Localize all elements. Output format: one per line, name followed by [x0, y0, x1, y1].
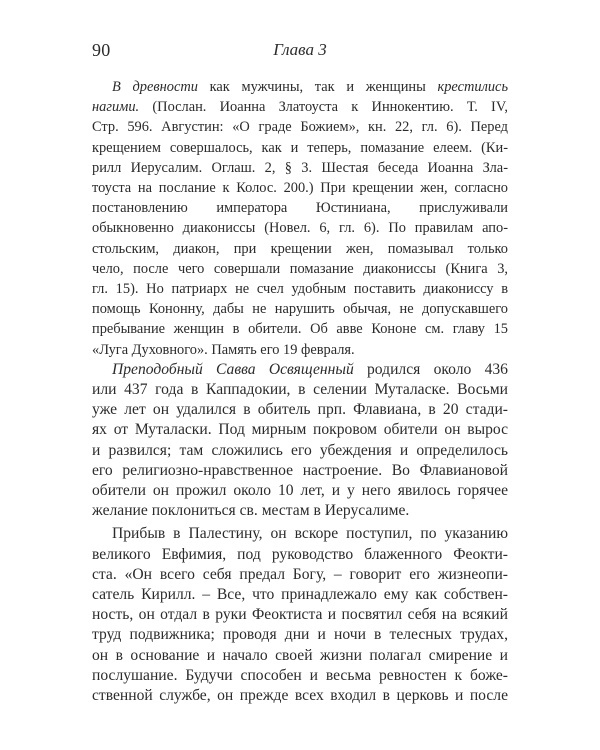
text-line: труд подвижника; проводя дни и ночи в телесных трудах, — [92, 626, 508, 644]
text-line: ственной службе, он прежде всех входил в церковь и после — [92, 687, 508, 705]
body-text — [92, 77, 508, 706]
text-line: великого Евфимия, под руководство блаженного Феокти- — [92, 545, 508, 563]
text-line: обыкновенно диакониссы (Новел. 6, гл. 6). По правилам апо- — [92, 220, 508, 237]
text-line: уже лет он удалился в обитель прп. Флавиана, в 20 стади- — [92, 401, 508, 419]
text-line: гл. 15). Но патриарх не счел удобным поставить диакониссу в — [92, 281, 508, 298]
text-line: послушание. Будучи способен и весьма ревностен к боже- — [92, 666, 508, 684]
text-line: желание поклониться св. местам в Иерусалиме. — [92, 502, 410, 520]
palestine-paragraph — [92, 524, 508, 706]
text-line: ях от Муталаски. Под мирным покровом обители он вырос — [92, 421, 508, 439]
text-line: и развился; там сложились его убеждения и определилось — [92, 441, 508, 459]
page-number: 90 — [92, 40, 111, 60]
text-line: его религиозно-нравственное настроение. Во Флавиановой — [92, 461, 508, 479]
italic-phrase: Преподобный Савва Освященный — [112, 360, 354, 378]
text-line: ность, он отдал в руки Феоктиста и посвятил себя на всякий — [92, 606, 508, 624]
text-line: тоуста на послание к Колос. 200.) При крещении жен, согласно — [92, 180, 508, 197]
text-line: пребывание женщин в обители. Об авве Кононе см. главу 15 — [92, 321, 508, 338]
italic-phrase: В древности — [112, 79, 198, 95]
text-line: нагими. (Послан. Иоанна Златоуста к Иннокентию. Т. IV, — [92, 99, 508, 116]
text-line: рилл Иерусалим. Оглаш. 2, § 3. Шестая беседа Иоанна Зла- — [92, 159, 508, 176]
text-line: Прибыв в Палестину, он вскоре поступил, по указанию — [112, 525, 508, 543]
sava-paragraph — [92, 360, 508, 522]
text-line: Стр. 596. Августин: «О граде Божием», кн. 22, гл. 6). Перед — [92, 119, 508, 136]
italic-phrase: нагими. — [92, 99, 140, 116]
text-line: обители он прожил около 10 лет, и у него явилось горячее — [92, 482, 508, 500]
text-line: В древности как мужчины, так и женщины крестились — [112, 79, 508, 95]
text-line: «Луга Духовного». Память его 19 февраля. — [92, 341, 355, 358]
page-header — [92, 40, 508, 64]
chapter-title: Глава 3 — [273, 40, 327, 59]
text-line: крещением совершалось, как и теперь, помазание елеем. (Ки- — [92, 139, 508, 156]
italic-phrase: крестились — [437, 79, 508, 95]
text-line: чело, после чего совершали помазание диакониссы (Книга 3, — [92, 260, 508, 277]
text-line: или 437 года в Каппадокии, в селении Муталаске. Восьми — [92, 381, 508, 399]
text-line: ста. «Он всего себя предал Богу, – говорит его жизнеопи- — [92, 565, 508, 583]
text-line: постановлению императора Юстиниана, прислуживали — [92, 200, 508, 217]
text-line: помощь Кононну, дабы не нарушить обычая, не допускавшего — [92, 301, 508, 318]
text-line: сатель Кирилл. – Все, что принадлежало ему как собствен- — [92, 586, 508, 604]
text-line: он в основание и начало своей жизни полагал смирение и — [92, 646, 508, 664]
text-line: Преподобный Савва Освященный родился около 436 — [112, 360, 508, 378]
note-paragraph — [92, 77, 508, 360]
text-line: стольским, диакон, при крещении жен, помазывал только — [92, 240, 508, 257]
